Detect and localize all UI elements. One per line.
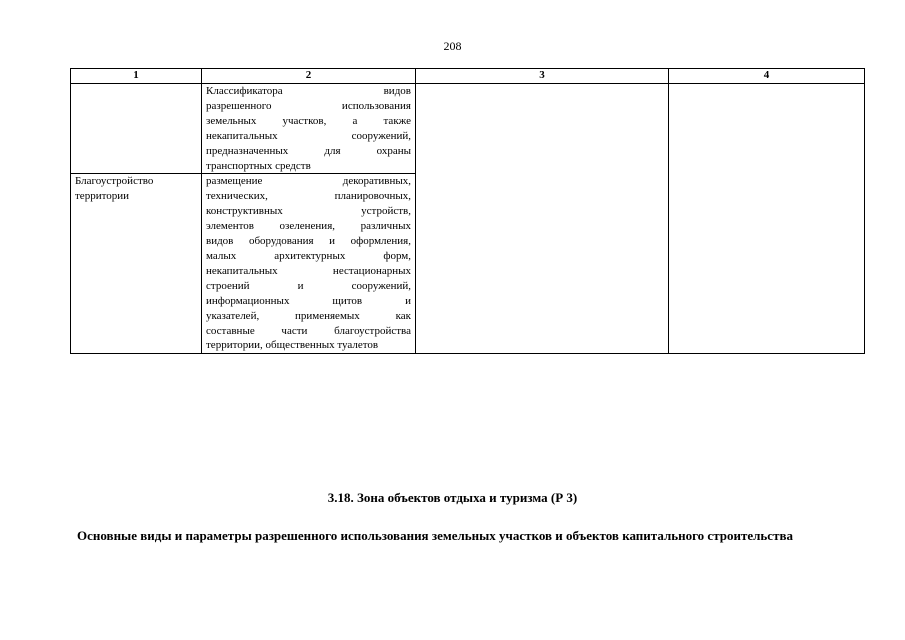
row1-land-use-description [202,84,416,174]
row2-land-use-name [71,174,202,354]
description-line: некапитальных сооружений, [206,129,411,142]
description-line: разрешенного использования [206,99,411,112]
row1-land-use-name [71,84,202,174]
description-line: информационных щитов и [206,294,411,307]
column-header-1: 1 [71,69,202,84]
section-heading: 3.18. Зона объектов отдыха и туризма (Р 3) [327,490,578,505]
description-line: строений и сооружений, [206,279,411,292]
description-line: транспортных средств [206,159,311,172]
description-line: некапитальных нестационарных [206,264,411,277]
table-header-row [71,69,865,84]
description-line: технических, планировочных, [206,190,411,203]
description-line: размещение декоративных, [206,175,411,188]
page-number: 208 [443,39,462,53]
table-row [71,84,865,174]
description-line: Классификатора видов [206,85,411,97]
section-subheading: Основные виды и параметры разрешенного использования земельных участков и объектов капитального строительства [77,528,793,543]
description-line: территории, общественных туалетов [206,339,379,352]
description-line: составные части благоустройства [206,324,411,337]
description-line: малых архитектурных форм, [206,249,411,262]
column-header-4: 4 [669,69,865,84]
description-line: земельных участков, а также [206,114,411,127]
land-use-table [70,68,865,354]
description-line: элементов озеленения, различных [206,220,411,233]
name-line: Благоустройство [75,175,154,188]
row2-land-use-description [202,174,416,354]
description-line: предназначенных для охраны [206,144,411,157]
description-line: конструктивных устройств, [206,205,411,218]
column-header-2: 2 [202,69,416,84]
name-line: территории [75,190,130,203]
description-line: указателей, применяемых как [206,309,411,322]
row1-restrictions [669,84,865,354]
row1-parameters [416,84,669,354]
description-line: видов оборудования и оформления, [206,235,411,248]
column-header-3: 3 [416,69,669,84]
